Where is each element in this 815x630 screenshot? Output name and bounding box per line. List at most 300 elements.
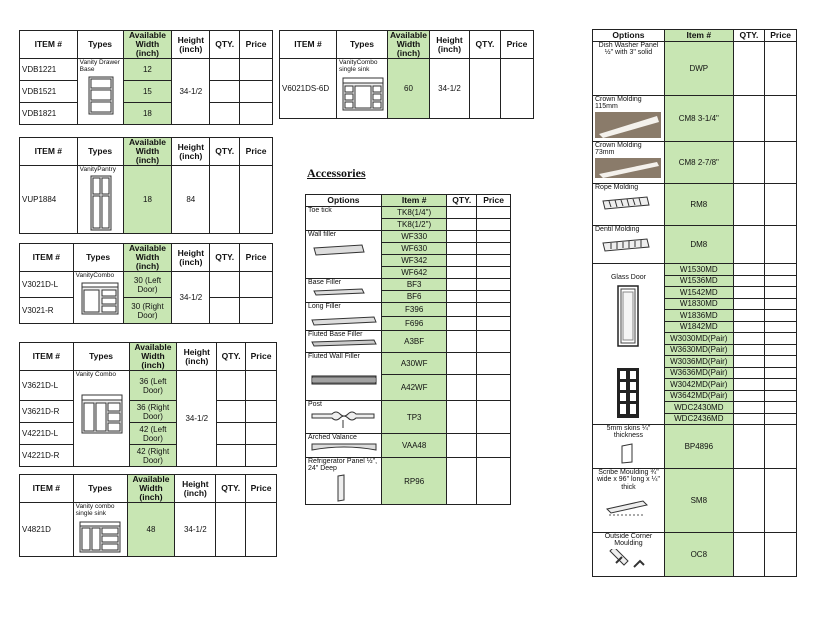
qty-input[interactable] — [447, 243, 477, 255]
price-cell — [477, 303, 511, 317]
col-available-width: Available Width (inch) — [127, 475, 175, 503]
item-number: W3642MD(Pair) — [664, 390, 733, 402]
col-price: Price — [240, 138, 273, 166]
table-row — [20, 371, 277, 401]
option-label-cell — [306, 458, 382, 505]
price-cell — [765, 298, 797, 310]
price-cell — [477, 255, 511, 267]
item-number: VDB1521 — [20, 81, 78, 103]
option-label-cell — [593, 142, 665, 184]
col-price: Price — [240, 244, 273, 272]
item-number: BF6 — [381, 291, 446, 303]
table-row — [20, 103, 273, 125]
type-cell — [77, 59, 123, 125]
price-cell — [240, 103, 273, 125]
item-number: WF330 — [381, 231, 446, 243]
col-price: Price — [765, 30, 797, 42]
price-cell — [765, 42, 797, 96]
table-row — [593, 42, 797, 96]
table-row — [280, 59, 534, 119]
type-label: VanityPantry — [79, 166, 116, 173]
table-row — [306, 303, 511, 317]
col-options: Options — [593, 30, 665, 42]
qty-input[interactable] — [210, 166, 240, 234]
width-value: 48 — [127, 503, 175, 557]
height-value: 34-1/2 — [177, 371, 217, 467]
table-row — [20, 272, 273, 298]
table-row — [306, 331, 511, 353]
col-options: Options — [306, 195, 382, 207]
table-row — [20, 503, 277, 557]
qty-input[interactable] — [733, 367, 765, 379]
qty-input[interactable] — [447, 291, 477, 303]
qty-input[interactable] — [733, 356, 765, 368]
qty-input[interactable] — [733, 226, 765, 264]
item-number: W1842MD — [664, 321, 733, 333]
option-label: Arched Valance — [308, 434, 357, 441]
item-number: V3621D-L — [20, 371, 74, 401]
vanity-sink-illustration — [78, 520, 122, 554]
col-types: Types — [77, 31, 123, 59]
price-cell — [765, 469, 797, 533]
qty-input[interactable] — [733, 533, 765, 577]
vanity-combo-illustration — [80, 282, 120, 316]
price-cell — [765, 184, 797, 226]
table-row — [306, 231, 511, 243]
item-number: CM8 2-7/8" — [664, 142, 733, 184]
table-row — [306, 279, 511, 291]
table-row — [20, 401, 277, 423]
width-value: 36 (Right Door) — [129, 401, 177, 423]
item-number: TP3 — [381, 401, 446, 434]
col-available-width: Available Width (inch) — [387, 31, 429, 59]
price-cell — [246, 445, 277, 467]
type-label: Vanity Combo — [75, 371, 116, 378]
col-price: Price — [246, 475, 277, 503]
option-label: Rope Molding — [595, 184, 639, 191]
qty-input[interactable] — [447, 331, 477, 353]
item-number: RM8 — [664, 184, 733, 226]
option-label: Long Filler — [308, 303, 341, 310]
table-row — [20, 423, 277, 445]
col-height: Height (inch) — [172, 244, 210, 272]
width-value: 12 — [123, 59, 172, 81]
price-cell — [765, 287, 797, 299]
vanity-combo-60-table — [279, 30, 534, 119]
qty-input[interactable] — [733, 96, 765, 142]
price-cell — [765, 379, 797, 391]
qty-input[interactable] — [733, 469, 765, 533]
qty-input[interactable] — [217, 371, 246, 401]
option-label: Dentil Molding — [595, 226, 640, 233]
accessories-title: Accessories — [307, 166, 366, 180]
col-item: ITEM # — [20, 31, 78, 59]
col-types: Types — [77, 138, 123, 166]
item-number: V3621D-R — [20, 401, 74, 423]
option-label-cell — [593, 425, 665, 469]
crown-molding-illustration — [595, 112, 661, 138]
price-cell — [477, 331, 511, 353]
col-height: Height (inch) — [430, 31, 470, 59]
item-number: DWP — [664, 42, 733, 96]
item-number: VDB1821 — [20, 103, 78, 125]
qty-input[interactable] — [733, 390, 765, 402]
qty-input[interactable] — [447, 231, 477, 243]
col-item: ITEM # — [20, 343, 74, 371]
col-height: Height (inch) — [172, 138, 210, 166]
type-label: VanityCombo — [75, 272, 115, 279]
option-label-cell — [593, 226, 665, 264]
type-label: Vanity Drawer Base — [79, 59, 120, 73]
option-label: Scribe Moulding ¾" wide x 96" long x ¼" thick — [597, 469, 660, 491]
qty-input[interactable] — [447, 219, 477, 231]
price-cell — [477, 207, 511, 219]
price-cell — [477, 219, 511, 231]
price-cell — [477, 279, 511, 291]
qty-input[interactable] — [210, 298, 240, 324]
option-label-cell — [306, 279, 382, 303]
item-number: VDB1221 — [20, 59, 78, 81]
col-qty: QTY. — [210, 138, 240, 166]
height-value: 84 — [172, 166, 210, 234]
qty-input[interactable] — [210, 272, 240, 298]
width-value: 42 (Left Door) — [129, 423, 177, 445]
qty-input[interactable] — [733, 321, 765, 333]
price-cell — [246, 423, 277, 445]
price-cell — [477, 291, 511, 303]
option-label-cell — [593, 469, 665, 533]
table-row — [593, 533, 797, 577]
price-cell — [765, 226, 797, 264]
price-cell — [240, 298, 273, 324]
width-value: 30 (Right Door) — [123, 298, 172, 324]
option-label: Refrigerator Panel ½", 24" Deep — [308, 458, 378, 473]
height-value: 34-1/2 — [172, 59, 210, 125]
scribe-moulding-illustration — [603, 495, 653, 517]
vanity-pantry-table — [19, 137, 273, 234]
qty-input[interactable] — [217, 445, 246, 467]
rope-molding-illustration — [601, 195, 651, 211]
col-qty: QTY. — [447, 195, 477, 207]
option-label-cell — [306, 331, 382, 353]
col-price: Price — [240, 31, 273, 59]
item-number: WF342 — [381, 255, 446, 267]
col-item: Item # — [664, 30, 733, 42]
qty-input[interactable] — [733, 310, 765, 322]
col-qty: QTY. — [733, 30, 765, 42]
item-number: W1830MD — [664, 298, 733, 310]
price-cell — [765, 367, 797, 379]
glass-pair-door-illustration — [616, 367, 640, 419]
skin-panel-illustration — [618, 442, 638, 464]
qty-input[interactable] — [733, 264, 765, 276]
option-label-cell — [306, 401, 382, 434]
pantry-illustration — [90, 175, 114, 231]
table-row — [20, 166, 273, 234]
item-number: WDC2430MD — [664, 402, 733, 414]
qty-input[interactable] — [469, 59, 500, 119]
qty-input[interactable] — [447, 267, 477, 279]
price-cell — [477, 243, 511, 255]
option-label: Wall filler — [308, 231, 337, 238]
col-item: ITEM # — [20, 475, 74, 503]
col-types: Types — [336, 31, 387, 59]
type-cell — [77, 166, 123, 234]
col-price: Price — [500, 31, 533, 59]
glass-door-rows — [593, 264, 797, 425]
width-value: 36 (Left Door) — [129, 371, 177, 401]
option-label-cell — [593, 533, 665, 577]
qty-input[interactable] — [733, 333, 765, 345]
qty-input[interactable] — [210, 59, 240, 81]
item-number: W3636MD(Pair) — [664, 367, 733, 379]
width-value: 42 (Right Door) — [129, 445, 177, 467]
item-number: V6021DS-6D — [280, 59, 337, 119]
price-cell — [477, 317, 511, 331]
item-number: DM8 — [664, 226, 733, 264]
item-number: W3042MD(Pair) — [664, 379, 733, 391]
options-table — [592, 29, 797, 577]
option-label-cell — [306, 353, 382, 401]
qty-input[interactable] — [447, 303, 477, 317]
col-available-width: Available Width (inch) — [123, 244, 172, 272]
qty-input[interactable] — [733, 275, 765, 287]
item-number: V4221D-R — [20, 445, 74, 467]
col-qty: QTY. — [210, 31, 240, 59]
table-row — [20, 298, 273, 324]
wall-filler-illustration — [312, 244, 366, 256]
dentil-molding-illustration — [601, 237, 651, 253]
type-cell — [73, 272, 123, 324]
col-qty: QTY. — [469, 31, 500, 59]
price-cell — [477, 434, 511, 458]
price-cell — [765, 413, 797, 425]
item-number: SM8 — [664, 469, 733, 533]
qty-input[interactable] — [217, 423, 246, 445]
vanity-combo-30-table — [19, 243, 273, 324]
price-cell — [765, 402, 797, 414]
type-label: VanityCombo single sink — [338, 59, 378, 73]
width-value: 15 — [123, 81, 172, 103]
table-row — [20, 59, 273, 81]
qty-input[interactable] — [216, 503, 246, 557]
refrigerator-panel-illustration — [334, 474, 364, 502]
option-label: Dish Washer Panel ½" with 3" solid — [593, 42, 665, 96]
option-label-cell — [306, 434, 382, 458]
col-available-width: Available Width (inch) — [123, 31, 172, 59]
item-number: A3BF — [381, 331, 446, 353]
price-cell — [477, 353, 511, 375]
item-number: BP4896 — [664, 425, 733, 469]
qty-input[interactable] — [733, 425, 765, 469]
col-item: ITEM # — [280, 31, 337, 59]
option-label: Outside Corner Moulding — [604, 533, 653, 548]
item-number: TK8(1/4") — [381, 207, 446, 219]
price-cell — [240, 166, 273, 234]
col-price: Price — [477, 195, 511, 207]
item-number: W3030MD(Pair) — [664, 333, 733, 345]
item-number: W3036MD(Pair) — [664, 356, 733, 368]
table-row — [306, 458, 511, 505]
type-cell — [73, 503, 127, 557]
item-number: WF642 — [381, 267, 446, 279]
item-number: A30WF — [381, 353, 446, 375]
col-types: Types — [73, 244, 123, 272]
price-cell — [477, 401, 511, 434]
option-label-cell — [593, 184, 665, 226]
type-label: Vanity combo single sink — [75, 503, 115, 517]
col-item: ITEM # — [20, 138, 78, 166]
vanity-sink-illustration — [341, 76, 385, 112]
item-number: W1836MD — [664, 310, 733, 322]
item-number: V4221D-L — [20, 423, 74, 445]
price-cell — [477, 458, 511, 505]
col-available-width: Available Width (inch) — [123, 138, 172, 166]
width-value: 18 — [123, 166, 172, 234]
col-types: Types — [73, 475, 127, 503]
qty-input[interactable] — [447, 401, 477, 434]
qty-input[interactable] — [733, 413, 765, 425]
item-number: W3630MD(Pair) — [664, 344, 733, 356]
qty-input[interactable] — [733, 379, 765, 391]
price-cell — [765, 142, 797, 184]
item-number: V4821D — [20, 503, 74, 557]
price-cell — [765, 310, 797, 322]
item-number: CM8 3-1/4" — [664, 96, 733, 142]
vanity-drawer-base-table — [19, 30, 273, 125]
table-row — [306, 207, 511, 219]
price-cell — [500, 59, 533, 119]
item-number: V3021D-L — [20, 272, 74, 298]
col-qty: QTY. — [217, 343, 246, 371]
option-label: Fluted Base Filler — [308, 331, 363, 338]
table-row — [20, 81, 273, 103]
qty-input[interactable] — [733, 184, 765, 226]
option-label-cell — [593, 264, 665, 425]
table-row — [593, 96, 797, 142]
col-available-width: Available Width (inch) — [129, 343, 177, 371]
qty-input[interactable] — [447, 353, 477, 375]
qty-input[interactable] — [733, 287, 765, 299]
qty-input[interactable] — [733, 344, 765, 356]
vanity-combo-illustration — [80, 393, 124, 435]
table-row — [306, 353, 511, 375]
price-cell — [765, 333, 797, 345]
col-qty: QTY. — [210, 244, 240, 272]
glass-door-illustration — [616, 285, 640, 347]
price-cell — [765, 356, 797, 368]
table-row — [593, 142, 797, 184]
item-number: W1530MD — [664, 264, 733, 276]
qty-input[interactable] — [447, 375, 477, 401]
qty-input[interactable] — [447, 434, 477, 458]
price-cell — [477, 267, 511, 279]
option-label: Crown Molding 73mm — [595, 142, 642, 157]
col-item: ITEM # — [20, 244, 74, 272]
price-cell — [765, 96, 797, 142]
table-row — [593, 469, 797, 533]
item-number: W1542MD — [664, 287, 733, 299]
item-number: F696 — [381, 317, 446, 331]
width-value: 30 (Left Door) — [123, 272, 172, 298]
price-cell — [765, 321, 797, 333]
table-row — [20, 445, 277, 467]
price-cell — [477, 375, 511, 401]
item-number: WDC2436MD — [664, 413, 733, 425]
col-height: Height (inch) — [172, 31, 210, 59]
drawer-base-illustration — [88, 76, 116, 116]
price-cell — [246, 371, 277, 401]
qty-input[interactable] — [733, 142, 765, 184]
vanity-combo-48-table — [19, 474, 277, 557]
fluted-wall-filler-illustration — [310, 374, 378, 386]
col-height: Height (inch) — [177, 343, 217, 371]
item-number: W1536MD — [664, 275, 733, 287]
option-label: Crown Molding 115mm — [595, 96, 642, 111]
type-cell — [336, 59, 387, 119]
option-label: 5mm skins ¼" thickness — [606, 425, 651, 440]
item-number: A42WF — [381, 375, 446, 401]
col-price: Price — [246, 343, 277, 371]
width-value: 60 — [387, 59, 429, 119]
price-cell — [246, 503, 277, 557]
price-cell — [765, 264, 797, 276]
table-row — [593, 264, 797, 276]
height-value: 34-1/2 — [175, 503, 216, 557]
accessories-table — [305, 194, 511, 505]
item-number: WF630 — [381, 243, 446, 255]
col-types: Types — [73, 343, 129, 371]
item-number: V3021-R — [20, 298, 74, 324]
price-cell — [240, 272, 273, 298]
qty-input[interactable] — [733, 298, 765, 310]
item-number: RP96 — [381, 458, 446, 505]
table-row — [593, 184, 797, 226]
qty-input[interactable] — [447, 207, 477, 219]
post-illustration — [310, 408, 378, 430]
option-label: Glass Door — [610, 274, 646, 281]
price-cell — [765, 533, 797, 577]
price-cell — [765, 425, 797, 469]
price-cell — [246, 401, 277, 423]
item-number: VAA48 — [381, 434, 446, 458]
qty-input[interactable] — [447, 317, 477, 331]
qty-input[interactable] — [447, 458, 477, 505]
arched-valance-illustration — [310, 442, 378, 452]
width-value: 18 — [123, 103, 172, 125]
table-row — [593, 425, 797, 469]
qty-input[interactable] — [733, 42, 765, 96]
base-filler-illustration — [312, 288, 366, 296]
qty-input[interactable] — [217, 401, 246, 423]
qty-input[interactable] — [210, 81, 240, 103]
qty-input[interactable] — [210, 103, 240, 125]
qty-input[interactable] — [447, 255, 477, 267]
col-qty: QTY. — [216, 475, 246, 503]
fluted-base-filler-illustration — [310, 339, 378, 347]
table-row — [306, 434, 511, 458]
qty-input[interactable] — [733, 402, 765, 414]
item-number: TK8(1/2") — [381, 219, 446, 231]
price-cell — [477, 231, 511, 243]
long-filler-illustration — [310, 316, 378, 326]
item-number: BF3 — [381, 279, 446, 291]
option-label-cell — [306, 303, 382, 331]
qty-input[interactable] — [447, 279, 477, 291]
item-number: OC8 — [664, 533, 733, 577]
col-item: Item # — [381, 195, 446, 207]
price-cell — [240, 59, 273, 81]
